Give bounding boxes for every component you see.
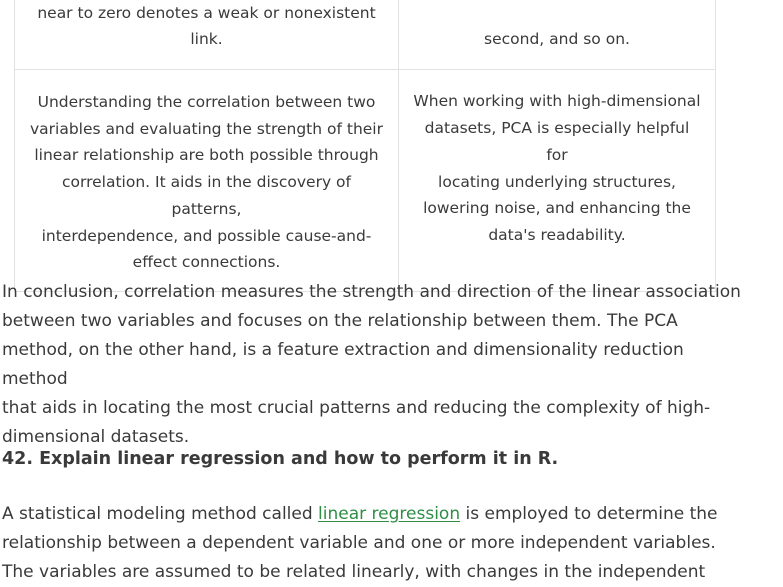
cell-text: second, and so on. xyxy=(484,30,630,49)
paragraph-line: relationship between a dependent variable and one or more independent variables. xyxy=(2,533,716,553)
paragraph-text: is employed to determine the xyxy=(460,504,718,524)
cell-line: data's readability. xyxy=(488,225,626,244)
cell-line: datasets, PCA is especially helpful for xyxy=(424,119,690,164)
cell-line: Understanding the correlation between two xyxy=(37,93,376,112)
cell-text: near to zero denotes a weak or nonexistent link. xyxy=(37,3,376,49)
cell-line: interdependence, and possible cause-and- xyxy=(41,226,372,245)
cell-line: correlation. It aids in the discovery of patterns, xyxy=(61,173,351,218)
cell-line: effect connections. xyxy=(132,253,281,272)
linear-regression-paragraph xyxy=(2,500,742,587)
table-cell-correlation xyxy=(15,70,399,292)
comparison-table xyxy=(14,0,716,292)
paragraph-line: dimensional datasets. xyxy=(2,427,190,447)
cell-line: locating underlying structures, xyxy=(438,172,676,191)
paragraph-line: The variables are assumed to be related linearly, with changes in the independent xyxy=(2,562,706,582)
paragraph-line: between two variables and focuses on the relationship between them. The PCA xyxy=(2,311,678,331)
table-row xyxy=(15,70,716,292)
section-heading: 42. Explain linear regression and how to perform it in R. xyxy=(2,449,559,469)
cell-line: lowering noise, and enhancing the xyxy=(423,199,691,218)
linear-regression-link[interactable]: linear regression xyxy=(318,504,461,524)
table-cell-pca xyxy=(399,0,716,70)
cell-line: When working with high-dimensional xyxy=(413,92,701,111)
cell-line: linear relationship are both possible through xyxy=(34,146,379,165)
paragraph-line: that aids in locating the most crucial patterns and reducing the complexity of high- xyxy=(2,398,711,418)
paragraph-text: A statistical modeling method called xyxy=(2,504,319,524)
table-cell-correlation xyxy=(15,0,399,70)
table-row xyxy=(15,0,716,70)
paragraph-line: method, on the other hand, is a feature extraction and dimensionality reduction method xyxy=(2,340,684,389)
conclusion-paragraph xyxy=(2,278,742,452)
cell-line: variables and evaluating the strength of their xyxy=(30,119,383,138)
paragraph-line: In conclusion, correlation measures the strength and direction of the linear association xyxy=(2,282,741,302)
table-cell-pca xyxy=(399,70,716,292)
